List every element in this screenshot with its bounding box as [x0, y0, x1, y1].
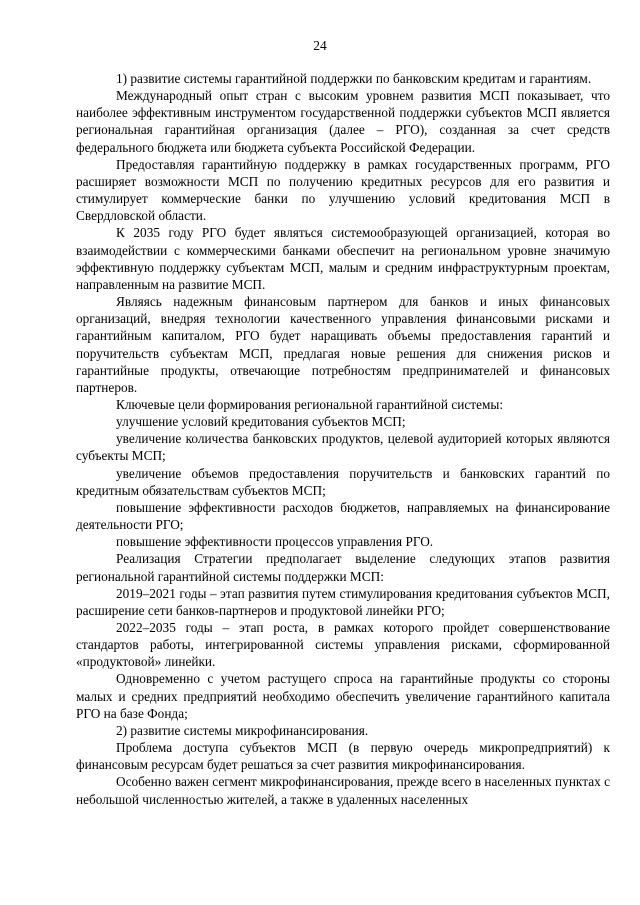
paragraph: Международный опыт стран с высоким уровнем развития МСП показывает, что наиболее эффективным инструментом государственной поддержки субъектов МСП является региональная гарантийная организация (далее – РГО), созданная за счет средств федерального бюджета или бюджета субъекта Российской Федерации.: [76, 88, 610, 155]
list-item: 2019–2021 годы – этап развития путем стимулирования кредитования субъектов МСП, расширение сети банков-партнеров и продуктовой линейки РГО;: [76, 585, 610, 618]
paragraph: Особенно важен сегмент микрофинансирования, прежде всего в населенных пунктах с небольшой численностью жителей, а также в удаленных населенных: [76, 774, 610, 807]
paragraph: Предоставляя гарантийную поддержку в рамках государственных программ, РГО расширяет возможности МСП по получению кредитных ресурсов для его развития и стимулирует коммерческие банки по улучшению условий кредитования МСП в Свердловской области.: [76, 156, 610, 224]
paragraph: Одновременно с учетом растущего спроса на гарантийные продукты со стороны малых и средних предприятий необходимо обеспечить увеличение гарантийного капитала РГО на базе Фонда;: [76, 671, 610, 721]
paragraph: Являясь надежным финансовым партнером для банков и иных финансовых организаций, внедряя технологии качественного управления финансовыми рисками и гарантийным капиталом, РГО будет наращивать объемы предоставления гарантий и поручительств субъектам МСП, предлагая новые решения для снижения рисков и гарантийные продукты, отвечающие потребностям предпринимателей и финансовых партнеров.: [76, 294, 610, 395]
list-item: увеличение количества банковских продуктов, целевой аудиторией которых являются субъекты МСП;: [76, 431, 610, 464]
list-item: повышение эффективности процессов управления РГО.: [116, 534, 434, 550]
page-body: [76, 70, 610, 808]
paragraph: 1) развитие системы гарантийной поддержки по банковским кредитам и гарантиям.: [116, 71, 592, 86]
list-item: увеличение объемов предоставления поручительств и банковских гарантий по кредитным обязательствам субъектов МСП;: [76, 465, 610, 498]
paragraph: К 2035 году РГО будет являться системообразующей организацией, которая во взаимодействии с коммерческими банками обеспечит на региональном уровне значимую эффективную поддержку субъектам МСП, малым и средним инфраструктурным проектам, направленным на развитие МСП.: [76, 225, 610, 292]
list-item: 2022–2035 годы – этап роста, в рамках которого пройдет совершенствование стандартов работы, интегрированной системы управления рисками, сформированной «продуктовой» линейки.: [76, 620, 610, 670]
paragraph: Проблема доступа субъектов МСП (в первую очередь микропредприятий) к финансовым ресурсам будет решаться за счет развития микрофинансирования.: [76, 740, 610, 773]
list-item: повышение эффективности расходов бюджетов, направляемых на финансирование деятельности РГО;: [76, 499, 610, 533]
paragraph: Ключевые цели формирования региональной гарантийной системы:: [116, 396, 504, 412]
paragraph: Реализация Стратегии предполагает выделение следующих этапов развития региональной гарантийной системы поддержки МСП:: [76, 551, 610, 584]
list-item: улучшение условий кредитования субъектов МСП;: [116, 414, 406, 430]
page-number: 24: [313, 38, 327, 53]
paragraph: 2) развитие системы микрофинансирования.: [116, 722, 369, 738]
